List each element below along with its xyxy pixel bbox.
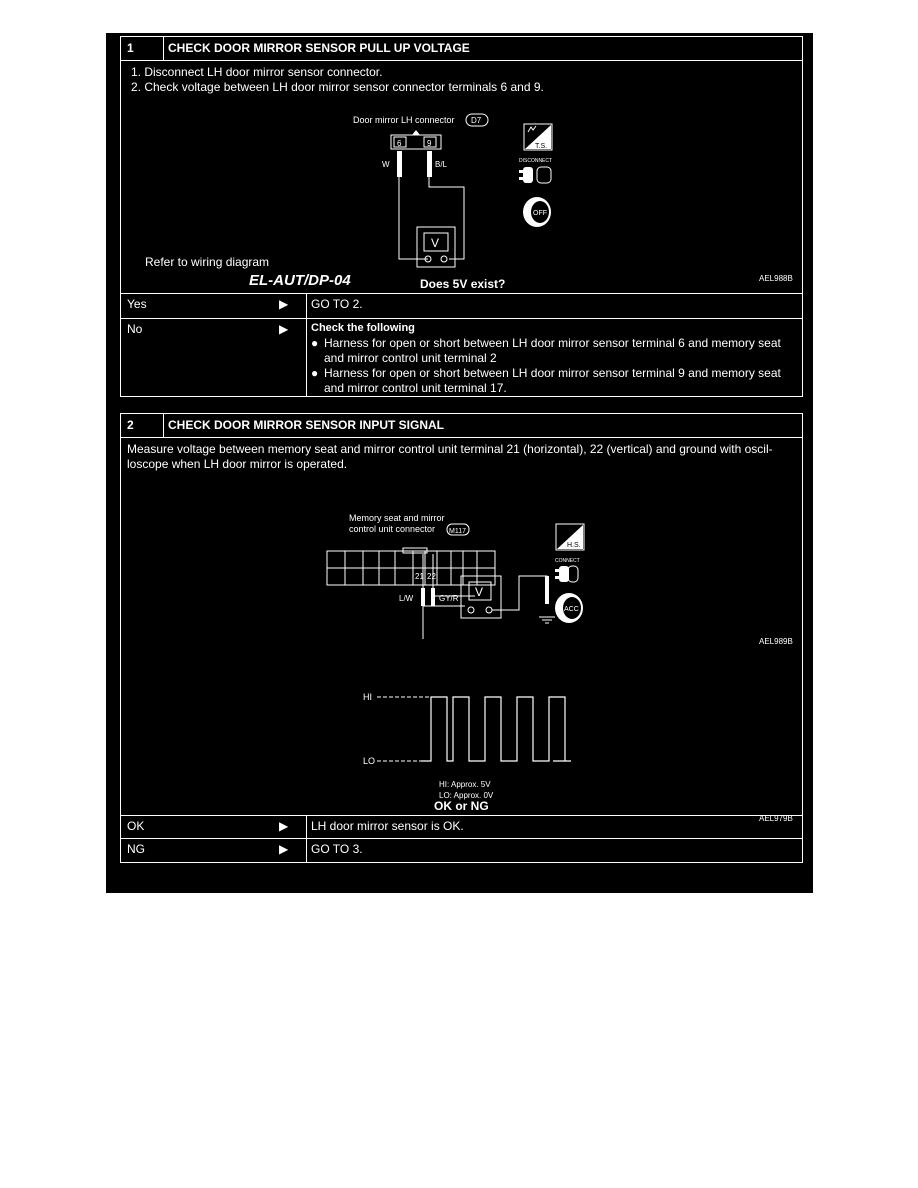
check-heading: Check the following — [311, 322, 415, 334]
step-1-header — [121, 37, 802, 61]
svg-text:ACC: ACC — [564, 606, 579, 613]
bullet-icon: ● — [311, 366, 319, 380]
step-2-box — [120, 413, 803, 863]
result-row-yes — [121, 293, 802, 318]
answer-label: No — [127, 322, 143, 336]
step-title: CHECK DOOR MIRROR SENSOR PULL UP VOLTAGE — [168, 41, 470, 55]
question: OK or NG — [434, 799, 489, 813]
hs-icon — [556, 524, 584, 550]
step-1-box — [120, 36, 803, 397]
result-row-ok — [121, 815, 802, 838]
svg-text:T.S.: T.S. — [535, 143, 548, 150]
wiring-diagram-link[interactable]: EL-AUT/DP-04 — [249, 272, 351, 289]
connector-label: control unit connector — [349, 524, 436, 534]
meter-label: V — [431, 236, 440, 250]
lo-label: LO — [363, 756, 376, 766]
square-wave — [421, 697, 571, 761]
svg-text:OFF: OFF — [533, 210, 547, 217]
hi-label: HI — [363, 692, 372, 702]
lo-note: LO: Approx. 0V — [439, 791, 494, 800]
figure-code: AEL979B — [759, 814, 793, 823]
instruction-line: 2. Check voltage between LH door mirror sensor connector terminals 6 and 9. — [131, 80, 544, 94]
result-row-no — [121, 318, 802, 396]
answer-result: GO TO 2. — [311, 297, 363, 311]
answer-result: LH door mirror sensor is OK. — [311, 819, 464, 833]
svg-text:DISCONNECT: DISCONNECT — [519, 158, 553, 164]
connector-label: Door mirror LH connector — [353, 115, 455, 125]
arrow-icon: ▶ — [279, 322, 289, 336]
step-number: 1 — [127, 41, 134, 55]
refer-text: Refer to wiring diagram — [145, 255, 270, 269]
ignition-acc-icon — [555, 593, 583, 623]
terminal-22: 22 — [427, 572, 436, 581]
svg-text:CONNECT: CONNECT — [555, 558, 580, 564]
ts-icon — [524, 124, 552, 150]
bullet-icon: ● — [311, 336, 319, 350]
answer-label: Yes — [127, 297, 147, 311]
terminal-21: 21 — [415, 572, 424, 581]
instruction-line: 1. Disconnect LH door mirror sensor connector. — [131, 65, 383, 79]
step-2-meter — [121, 542, 804, 664]
step-2-header — [121, 414, 802, 438]
svg-text:H.S.: H.S. — [567, 542, 581, 549]
bullet-text: and mirror control unit terminal 17. — [324, 381, 507, 395]
hi-note: HI: Approx. 5V — [439, 780, 491, 789]
bullet-text: Harness for open or short between LH door mirror sensor terminal 6 and memory seat — [324, 336, 781, 350]
connector-label: Memory seat and mirror — [349, 513, 445, 523]
figure-code: AEL989B — [759, 637, 793, 646]
arrow-icon: ▶ — [279, 819, 289, 833]
meter-label: V — [475, 585, 484, 599]
arrow-icon: ▶ — [279, 842, 289, 856]
connector-id: D7 — [471, 116, 482, 125]
step-1-diagram — [121, 99, 804, 304]
bullet-text: Harness for open or short between LH door mirror sensor terminal 9 and memory seat — [324, 366, 781, 380]
connect-icon — [555, 558, 580, 582]
answer-result: GO TO 3. — [311, 842, 363, 856]
connector-id: M117 — [449, 528, 466, 535]
wire-a-label: W — [382, 160, 390, 169]
wire-b-label: B/L — [435, 160, 448, 169]
result-row-ng — [121, 838, 802, 862]
answer-label: NG — [127, 842, 145, 856]
terminal-9: 9 — [427, 139, 432, 148]
step-number: 2 — [127, 418, 134, 432]
question: Does 5V exist? — [420, 277, 506, 291]
wire-b-label: GY/R — [439, 594, 459, 603]
step-title: CHECK DOOR MIRROR SENSOR INPUT SIGNAL — [168, 418, 445, 432]
ignition-off-icon — [523, 197, 551, 227]
answer-label: OK — [127, 819, 145, 833]
disconnect-icon — [519, 158, 552, 183]
instruction-line: Measure voltage between memory seat and mirror control unit terminal 21 (horizontal), 22 (vertical) and ground with oscil- — [127, 442, 773, 456]
terminal-6: 6 — [397, 139, 402, 148]
instruction-line: loscope when LH door mirror is operated. — [127, 457, 348, 471]
bullet-text: and mirror control unit terminal 2 — [324, 351, 497, 365]
arrow-icon: ▶ — [279, 297, 289, 311]
wire-a-label: L/W — [399, 594, 414, 603]
service-manual-page — [106, 33, 813, 893]
figure-code: AEL988B — [759, 274, 793, 283]
